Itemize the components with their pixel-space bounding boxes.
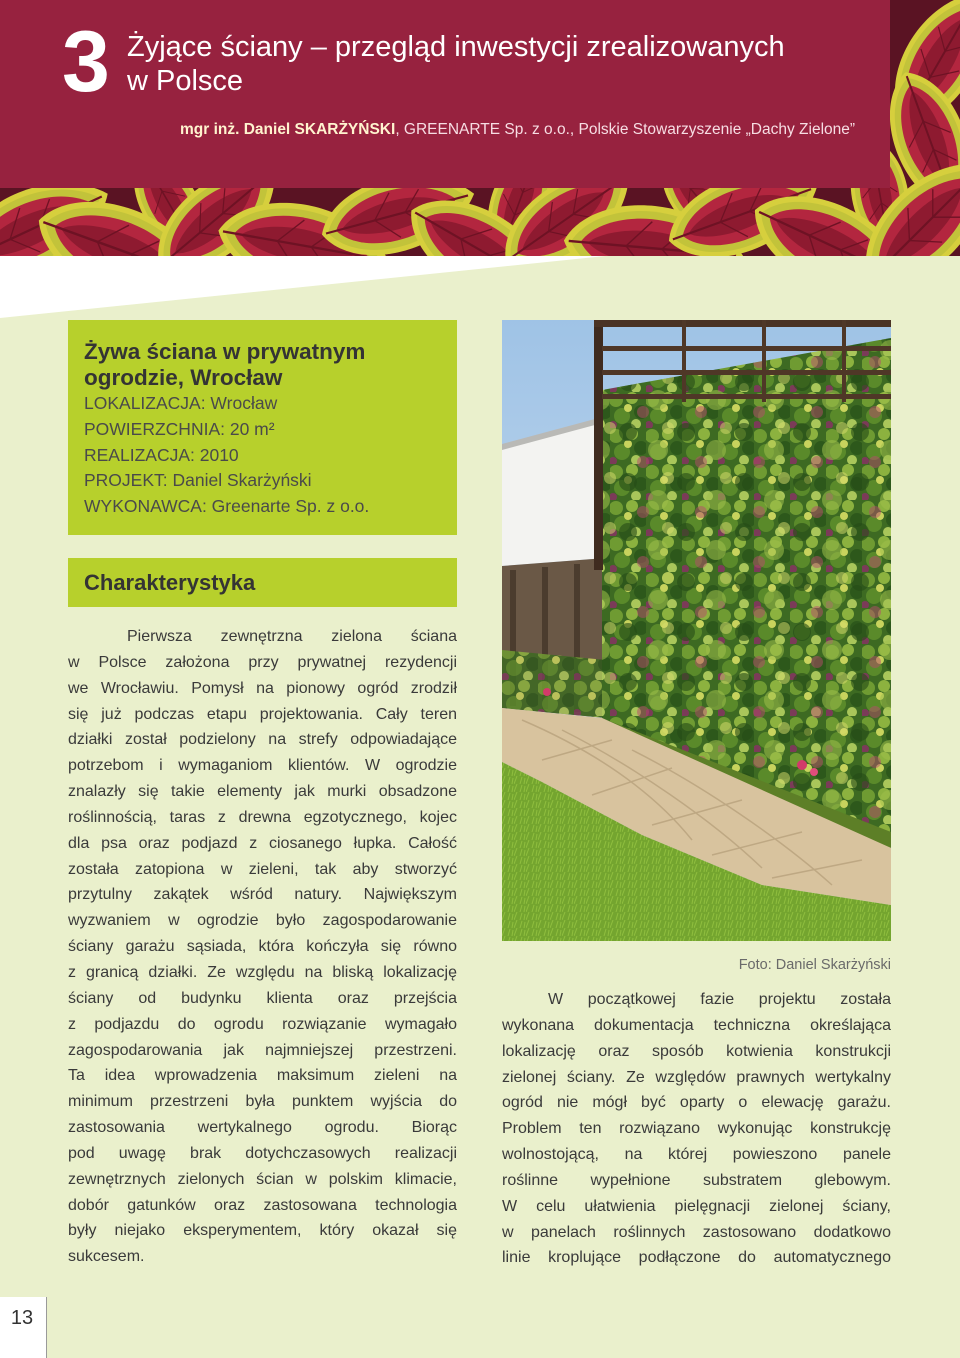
text-line: sukcesem. <box>68 1248 145 1266</box>
text-line: Ta idea wprowadzenia maksimum zieleni na <box>68 1067 457 1085</box>
text-line: roślinnością, taras z drewna egzotycznego, kojec <box>68 808 457 826</box>
chapter-title-line: Żyjące ściany – przegląd inwestycji zrealizowanych <box>127 31 785 63</box>
right-column-text <box>502 987 891 1271</box>
text-line: lokalizację oraz sposób kotwienia konstrukcji <box>502 1042 891 1060</box>
text-line: pod uwagę brak dotychczasowych realizacji <box>68 1144 457 1162</box>
author-line <box>180 121 855 139</box>
text-line: Problem ten rozwiązano wykonując konstrukcję <box>502 1120 891 1138</box>
text-line: przytulny zakątek wśród natury. Największym <box>68 886 457 904</box>
text-line: potrzebom i wymaganiom klientów. W ogrodzie <box>68 757 457 775</box>
chapter-title-line: w Polsce <box>127 65 244 97</box>
text-line: dla psa oraz podjazd z ciosanego łupka. Całość <box>68 834 457 852</box>
photo-caption: Foto: Daniel Skarżyński <box>738 957 891 973</box>
text-line: się już podczas etapu projektowania. Cały teren <box>68 705 457 723</box>
author-affiliations: , GREENARTE Sp. z o.o., Polskie Stowarzyszenie „Dachy Zielone” <box>395 121 856 138</box>
text-line: ogród nie mógł być oparty o elewację garażu. <box>502 1094 891 1112</box>
text-line: roślinne wypełnione substratem glebowym. <box>502 1171 891 1189</box>
text-line: dobór gatunków oraz zastosowana technologia <box>68 1196 457 1214</box>
text-line: zielonej ściany. Ze względów prawnych wertykalny <box>502 1068 891 1086</box>
text-line: W początkowej fazie projektu została <box>548 991 891 1008</box>
left-column-text <box>68 624 457 1270</box>
text-line: znalazły się takie elementy jak murki obsadzone <box>68 783 457 801</box>
text-line: były niejako eksperymentem, który okazał się <box>68 1222 457 1240</box>
project-title-line: ogrodzie, Wrocław <box>84 365 283 390</box>
header-band <box>0 0 890 188</box>
text-line: ściany garażu sąsiada, która kończyła się równo <box>68 938 457 956</box>
text-line: W celu ułatwienia pielęgnacji zielonej ściany, <box>502 1197 891 1215</box>
text-line: działki został podzielony na strefy odpowiadające <box>68 731 457 749</box>
text-line: ściany od budynku klienta oraz przejścia <box>68 989 457 1007</box>
text-line: minimum przestrzeni była punktem wyjścia do <box>68 1093 457 1111</box>
page-number: 13 <box>10 1307 34 1329</box>
vertical-garden-photo <box>502 320 891 941</box>
text-line: w Polsce założona przy prywatnej rezydencji <box>68 653 457 671</box>
project-contractor: WYKONAWCA: Greenarte Sp. z o.o. <box>84 496 370 517</box>
project-title-line: Żywa ściana w prywatnym <box>84 339 366 364</box>
text-line: linie kroplujące podłączone do automatycznego <box>502 1249 891 1267</box>
text-line: z granicą działki. Ze względu na bliską lokalizację <box>68 963 457 981</box>
text-line: Pierwsza zewnętrzna zielona ściana <box>127 628 457 645</box>
text-line: zastosowania wertykalnego ogrodu. Biorąc <box>68 1119 457 1137</box>
text-line: została zatopiona w zieleni, tak aby stworzyć <box>68 860 457 878</box>
project-area: POWIERZCHNIA: 20 m² <box>84 418 275 439</box>
chapter-title <box>127 30 785 98</box>
text-line: wolnostojącą, na której powieszono panele <box>502 1146 891 1164</box>
project-location: LOKALIZACJA: Wrocław <box>84 393 278 413</box>
chapter-number: 3 <box>62 14 110 110</box>
text-line: wyzwaniem w ogrodzie było zagospodarowanie <box>68 912 457 930</box>
text-line: we Wrocławiu. Pomysł na pionowy ogród zrodził <box>68 679 457 697</box>
text-line: zagospodarowania jak najmniejszej przestrzeni. <box>68 1041 457 1059</box>
text-line: wykonana dokumentacja techniczna określająca <box>502 1016 891 1034</box>
author-name: mgr inż. Daniel SKARŻYŃSKI <box>180 121 396 138</box>
project-designer: PROJEKT: Daniel Skarżyński <box>84 470 312 491</box>
text-line: zewnętrznych zielonych ścian w polskim klimacie, <box>68 1170 457 1188</box>
text-line: w panelach roślinnych zastosowano dodatkowo <box>502 1223 891 1241</box>
section-heading: Charakterystyka <box>68 558 457 607</box>
project-info-box <box>68 320 457 535</box>
text-line: z podjazdu do ogrodu rozwiązanie wymagało <box>68 1015 457 1033</box>
project-year: REALIZACJA: 2010 <box>84 444 239 465</box>
